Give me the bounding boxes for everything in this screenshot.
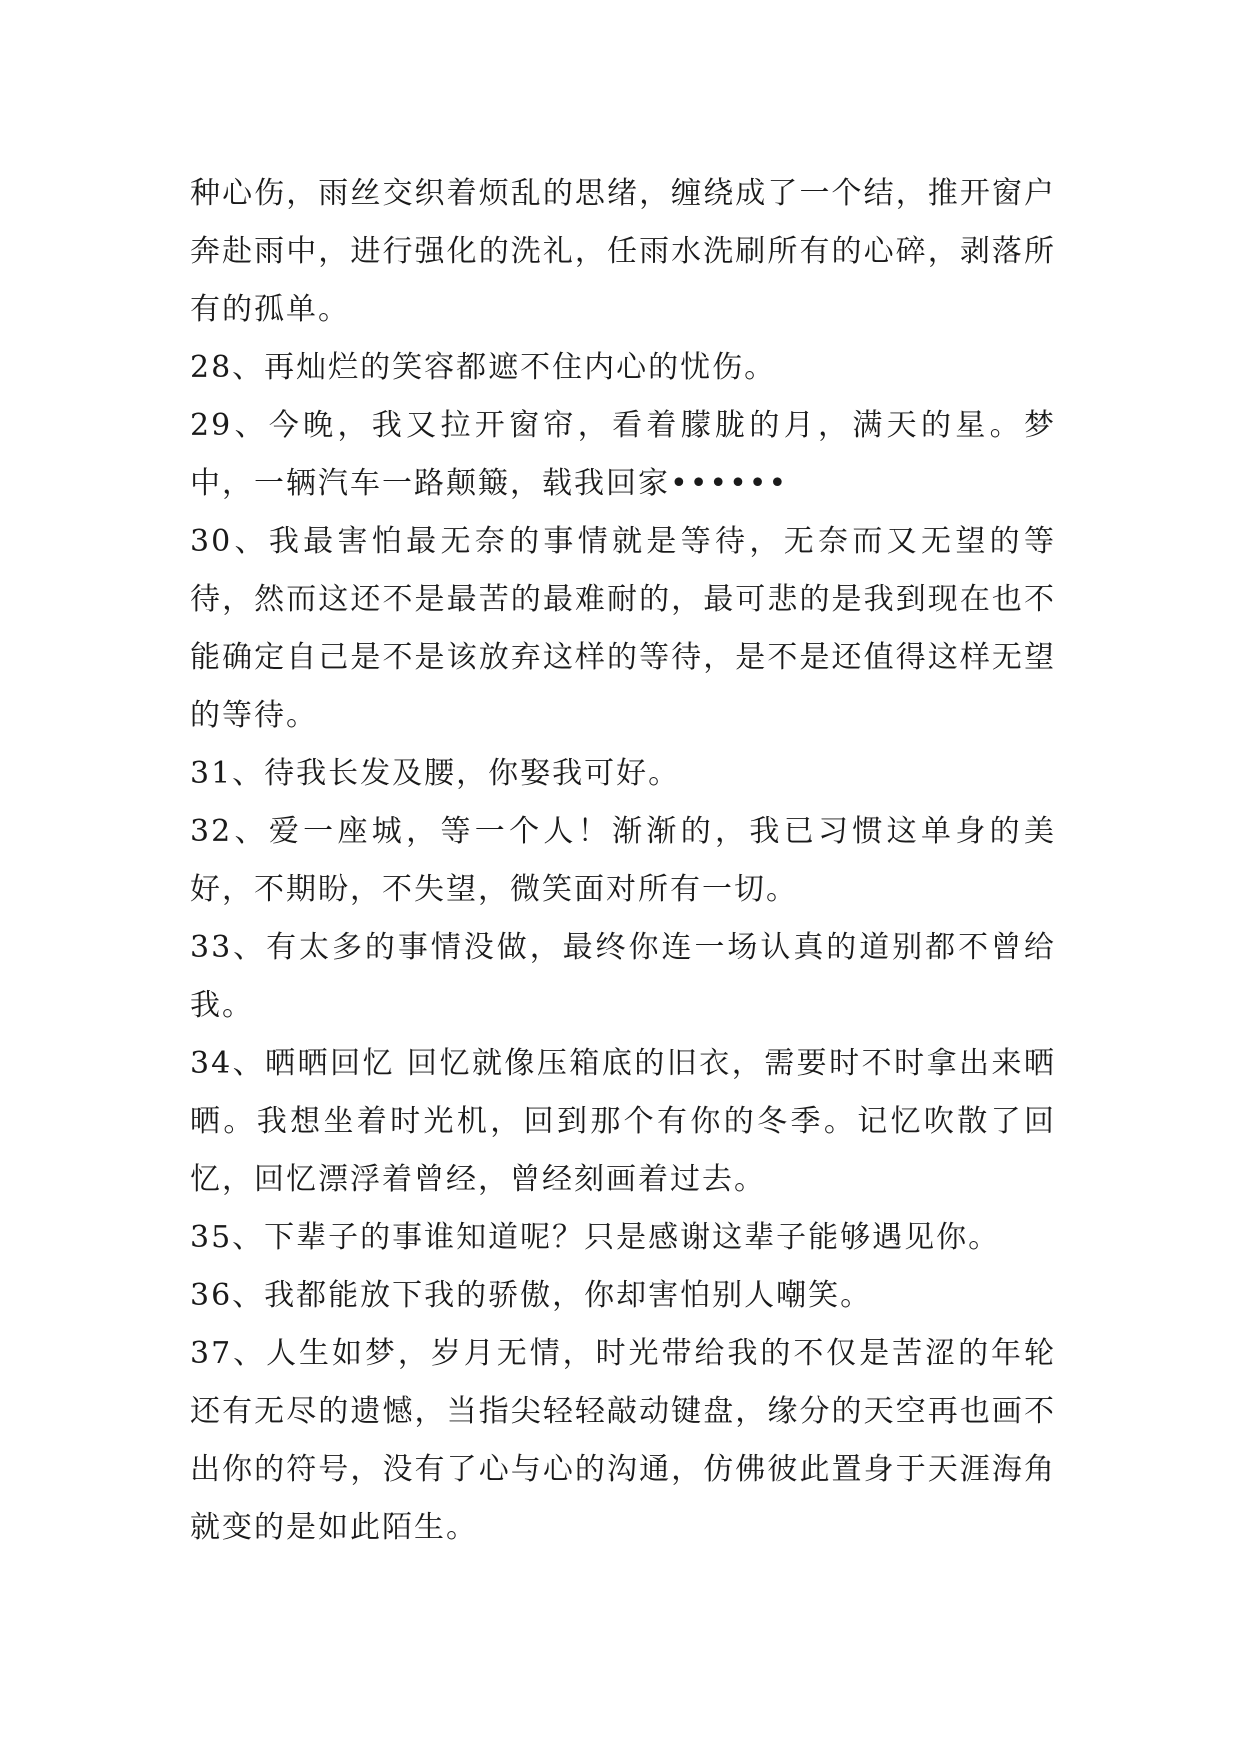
paragraph-31: 31、待我长发及腰，你娶我可好。 bbox=[190, 756, 681, 791]
paragraph-32: 32、爱一座城，等一个人！渐渐的，我已习惯这单身的美好，不期盼，不失望，微笑面对所有一切。 bbox=[190, 814, 1056, 907]
paragraph-continued: 种心伤，雨丝交织着烦乱的思绪，缠绕成了一个结，推开窗户奔赴雨中，进行强化的洗礼，任雨水洗刷所有的心碎，剥落所有的孤单。 bbox=[190, 176, 1056, 327]
paragraph-30: 30、我最害怕最无奈的事情就是等待，无奈而又无望的等待，然而这还不是最苦的最难耐的，最可悲的是我到现在也不能确定自己是不是该放弃这样的等待，是不是还值得这样无望的等待。 bbox=[190, 524, 1056, 733]
paragraph-28: 28、再灿烂的笑容都遮不住内心的忧伤。 bbox=[190, 350, 777, 385]
paragraph-33: 33、有太多的事情没做，最终你连一场认真的道别都不曾给我。 bbox=[190, 930, 1056, 1023]
paragraph-37: 37、人生如梦，岁月无情，时光带给我的不仅是苦涩的年轮还有无尽的遗憾，当指尖轻轻敲动键盘，缘分的天空再也画不出你的符号，没有了心与心的沟通，仿佛彼此置身于天涯海角就变的是如此陌生。 bbox=[190, 1336, 1056, 1545]
paragraph-35: 35、下辈子的事谁知道呢？只是感谢这辈子能够遇见你。 bbox=[190, 1220, 1001, 1255]
paragraph-34: 34、晒晒回忆 回忆就像压箱底的旧衣，需要时不时拿出来晒晒。我想坐着时光机，回到那个有你的冬季。记忆吹散了回忆，回忆漂浮着曾经，曾经刻画着过去。 bbox=[190, 1046, 1056, 1197]
paragraph-29: 29、今晚，我又拉开窗帘，看着朦胧的月，满天的星。梦中，一辆汽车一路颠簸，载我回家•••••• bbox=[190, 408, 1056, 501]
paragraph-36: 36、我都能放下我的骄傲，你却害怕别人嘲笑。 bbox=[190, 1278, 873, 1313]
document-body bbox=[190, 165, 1056, 1557]
